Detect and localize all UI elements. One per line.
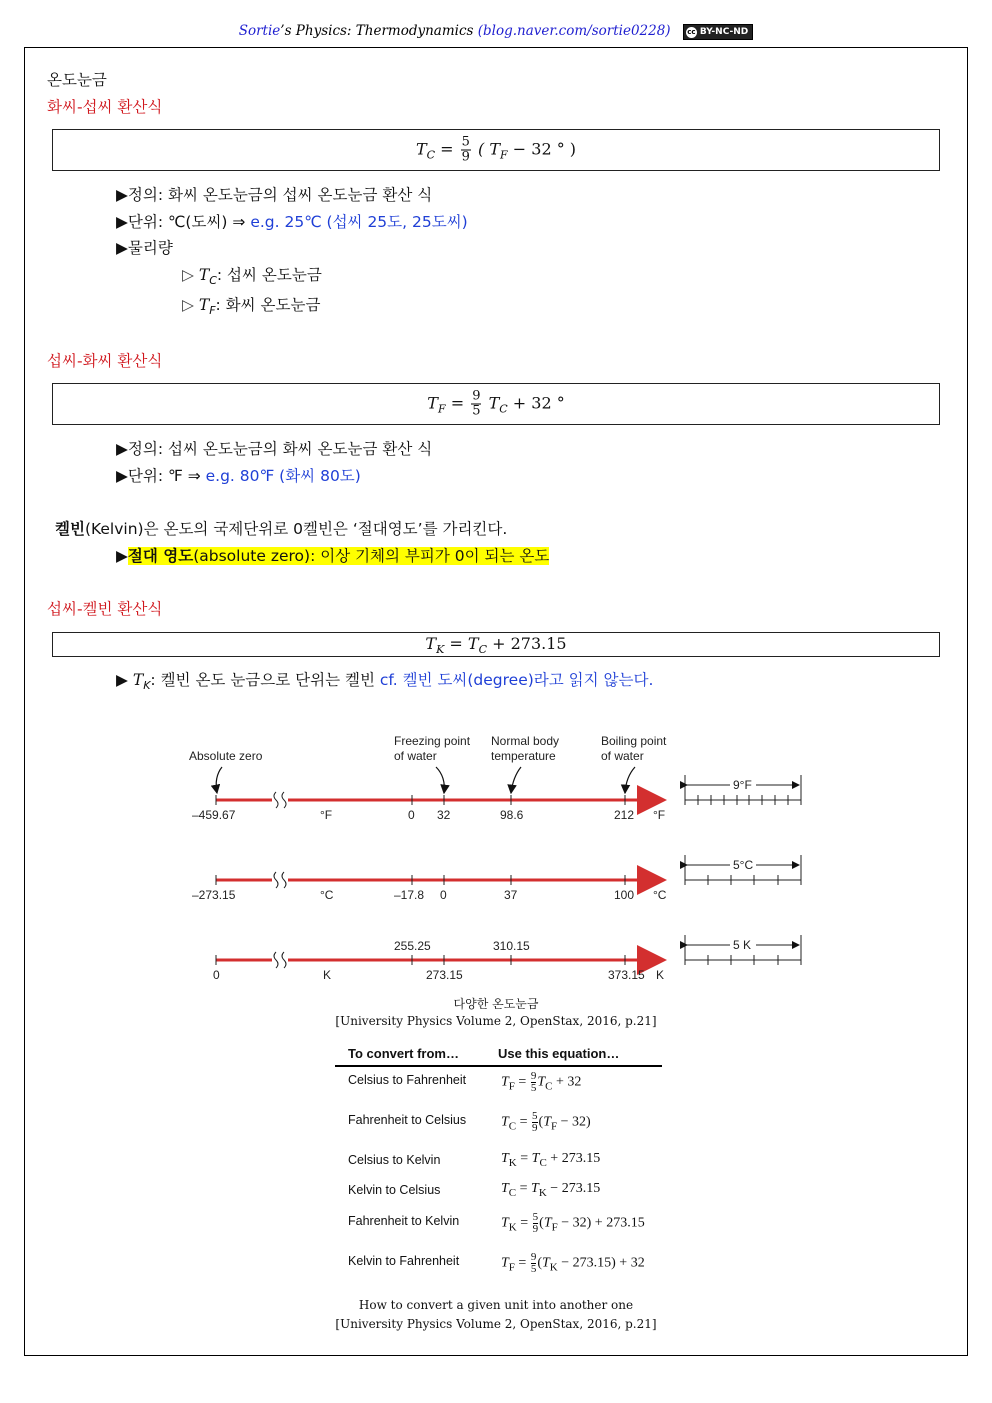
label-body-2: temperature: [491, 749, 556, 763]
label-boiling-1: Boiling point: [601, 734, 667, 748]
page-header: [0, 23, 992, 40]
table-row: Celsius to Fahrenheit: [348, 1073, 467, 1087]
header-title: ’s Physics: Thermodynamics: [280, 23, 474, 39]
header-url[interactable]: (blog.naver.com/sortie0228): [477, 23, 671, 39]
kelvin-scale: [213, 939, 664, 982]
tick-f-212: 212: [614, 808, 635, 822]
equation-c-to-k: $T_K = T_C + 273.15$: [501, 1151, 601, 1169]
c-to-f-formula: $T_F$ = $\frac{9}{5}$ $T_C + 32$ °: [427, 388, 565, 419]
table-header-from: To convert from…: [348, 1046, 459, 1061]
tick-k-273: 273.15: [426, 968, 463, 982]
label-body-1: Normal body: [491, 734, 560, 748]
equation-k-to-c: $T_C = T_K - 273.15$: [501, 1181, 601, 1199]
tick-k-end: K: [656, 968, 665, 982]
table-row: Kelvin to Celsius: [348, 1183, 441, 1197]
tick-c-end: °C: [653, 888, 667, 902]
c-to-f-unit: ▶단위: ℉ ⇒ e.g. 80℉ (화씨 80도): [116, 467, 361, 485]
f-to-c-formula-box: [52, 129, 940, 171]
temperature-scales-figure: [0, 725, 992, 995]
table-row: Fahrenheit to Kelvin: [348, 1214, 460, 1228]
tick-f-32: 32: [437, 808, 451, 822]
interval-5k-label: 5 K: [733, 938, 752, 952]
tick-c-0: 0: [440, 888, 447, 902]
kelvin-note-cf: cf. 켈빈 도씨(degree)라고 읽지 않는다.: [379, 671, 654, 689]
f-to-c-unit: ▶단위: ℃(도씨) ⇒ e.g. 25℃ (섭씨 25도, 25도씨): [116, 213, 468, 231]
c-to-k-formula-box: [52, 632, 940, 657]
c-to-f-unit-example: e.g. 80℉ (화씨 80도): [205, 467, 361, 485]
interval-9f-label: 9°F: [733, 778, 752, 792]
tick-c-neg17: –17.8: [394, 888, 425, 902]
f-to-c-heading: 화씨-섭씨 환산식: [47, 98, 163, 116]
interval-5c: [685, 855, 801, 885]
tick-k-310: 310.15: [493, 939, 530, 953]
table-row: Celsius to Kelvin: [348, 1153, 441, 1167]
pointer-body: [511, 767, 521, 793]
tick-c-unit: °C: [320, 888, 334, 902]
quantity-tc: ▷ $T_C$: 섭씨 온도눈금: [182, 266, 322, 288]
tick-k-unit: K: [323, 968, 332, 982]
table-rule: [335, 1065, 662, 1067]
cc-license-badge[interactable]: [683, 24, 753, 40]
kelvin-intro: 켈빈(Kelvin)은 온도의 국제단위로 0켈빈은 ‘절대영도’를 가리킨다.: [55, 520, 508, 538]
absolute-zero-definition: ▶절대 영도(absolute zero): 이상 기체의 부피가 0이 되는 온도: [116, 547, 550, 565]
tick-c-100: 100: [614, 888, 635, 902]
interval-5k: [685, 935, 801, 965]
tick-f-end: °F: [653, 808, 666, 822]
equation-f-to-k: $T_K$ = $\frac{5}{9}$ $(T_F - 32) + 273.15$: [501, 1211, 645, 1235]
c-to-k-formula: $T_K = T_C + 273.15$: [425, 633, 567, 656]
c-to-f-heading: 섭씨-화씨 환산식: [47, 352, 163, 370]
tick-f-0: 0: [408, 808, 415, 822]
pointer-absolute-zero: [216, 767, 222, 793]
tick-k-0: 0: [213, 968, 220, 982]
pointer-freezing: [436, 767, 444, 793]
interval-9f: [685, 775, 801, 805]
f-to-c-unit-example: e.g. 25℃ (섭씨 25도, 25도씨): [250, 213, 468, 231]
tick-f-abs: –459.67: [192, 808, 236, 822]
license-label: BY-NC-ND: [699, 26, 749, 37]
equation-f-to-c: $T_C$ = $\frac{5}{9}$ $(T_F - 32)$: [501, 1110, 591, 1134]
table-source: [University Physics Volume 2, OpenStax, 2016, p.21]: [335, 1317, 657, 1331]
fahrenheit-scale: [192, 791, 665, 822]
tick-c-37: 37: [504, 888, 518, 902]
label-freezing-1: Freezing point: [394, 734, 471, 748]
cc-icon: cc: [687, 27, 696, 36]
tick-k-255: 255.25: [394, 939, 431, 953]
equation-c-to-f: $T_F$ = $\frac{9}{5}$ $T_C + 32$: [501, 1070, 582, 1094]
kelvin-bold: 켈빈: [55, 520, 85, 538]
c-to-k-heading: 섭씨-켈빈 환산식: [47, 600, 163, 618]
f-to-c-formula: $T_C$ = $\frac{5}{9}$ ( $T_F - 32$ ° ): [415, 134, 577, 165]
tick-f-unit: °F: [320, 808, 333, 822]
fraction: $\frac{5}{9}$: [461, 134, 470, 165]
label-boiling-2: of water: [601, 749, 644, 763]
interval-5c-label: 5°C: [733, 858, 754, 872]
label-absolute-zero: Absolute zero: [189, 749, 263, 763]
c-to-f-definition: ▶정의: 섭씨 온도눈금의 화씨 온도눈금 환산 식: [116, 440, 433, 458]
c-to-f-formula-box: [52, 383, 940, 425]
label-freezing-2: of water: [394, 749, 437, 763]
kelvin-note: ▶ $T_K$: 켈빈 온도 눈금으로 단위는 켈빈 cf. 켈빈 도씨(degree)라고 읽지 않는다.: [116, 671, 654, 693]
header-author: Sortie: [238, 23, 281, 39]
table-row: Kelvin to Fahrenheit: [348, 1254, 460, 1268]
pointer-boiling: [625, 767, 635, 793]
table-header-equation: Use this equation…: [498, 1046, 620, 1061]
tick-k-373: 373.15: [608, 968, 645, 982]
table-row: Fahrenheit to Celsius: [348, 1113, 467, 1127]
section-title: 온도눈금: [47, 71, 107, 89]
tick-c-abs: –273.15: [192, 888, 236, 902]
quantity-tf: ▷ $T_F$: 화씨 온도눈금: [182, 296, 321, 318]
equation-k-to-f: $T_F$ = $\frac{9}{5}$ $(T_K - 273.15) + 32$: [501, 1251, 645, 1275]
figure-source: [University Physics Volume 2, OpenStax, 2016, p.21]: [335, 1014, 657, 1028]
fraction: $\frac{9}{5}$: [472, 388, 481, 419]
f-to-c-definition: ▶정의: 화씨 온도눈금의 섭씨 온도눈금 환산 식: [116, 186, 433, 204]
celsius-scale: [192, 871, 667, 902]
table-caption: How to convert a given unit into another one: [358, 1298, 634, 1312]
quantity-label: ▶물리량: [116, 239, 173, 257]
figure-caption: 다양한 온도눈금: [453, 997, 539, 1011]
tick-f-98: 98.6: [500, 808, 524, 822]
